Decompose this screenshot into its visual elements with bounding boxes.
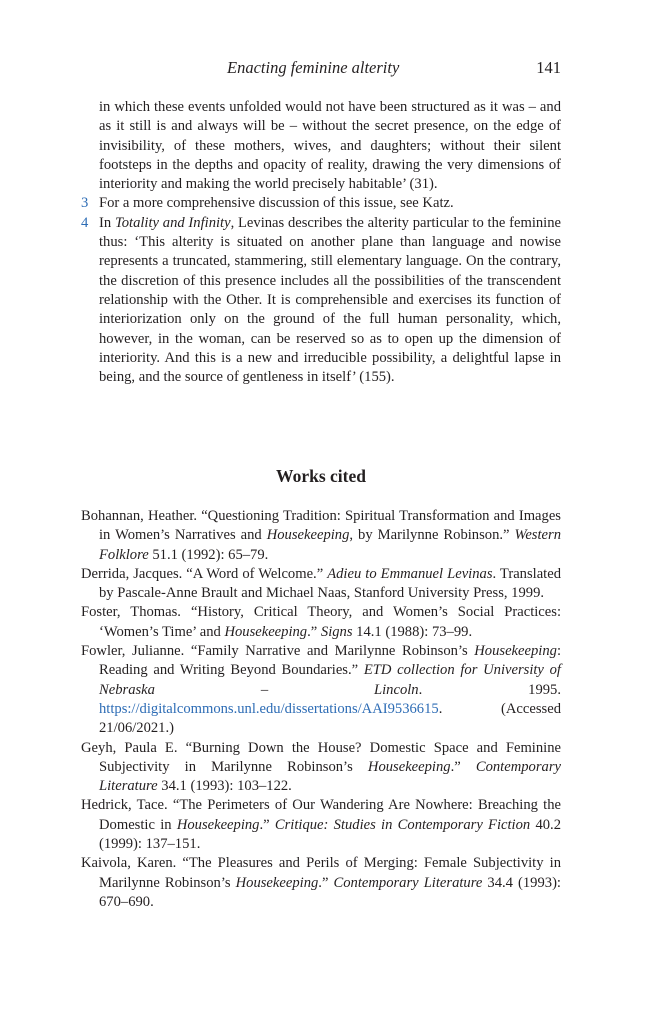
- italic-title: Adieu to Emmanuel Levinas: [327, 565, 493, 582]
- italic-title: Contemporary Literature: [99, 758, 561, 795]
- text-segment: In: [99, 214, 115, 231]
- reference-entry: [81, 603, 561, 642]
- italic-title: Housekeeping: [235, 874, 319, 891]
- text-segment: .”: [450, 758, 476, 775]
- text-segment: . (Accessed 21/06/2021.): [99, 700, 561, 737]
- endnote: [81, 194, 561, 213]
- text-segment: Geyh, Paula E. “Burning Down the House? Domestic Space and Feminine Subjectivity in Marilynne Robinson’s: [81, 739, 561, 775]
- running-header: [81, 56, 561, 80]
- text-segment: in which these events unfolded would not have been structured as it was – and as it still is and always will be – without the secret presence, on the edge of invisibility, of these mothers, wives, and daughters; without their silent footsteps in the depths and opacity of reality, drawing the very dimensions of interiority and making the world precisely habitable’ (31).: [99, 99, 561, 193]
- italic-title: Housekeeping: [176, 816, 260, 833]
- italic-title: Housekeeping: [474, 643, 557, 660]
- text-segment: Foster, Thomas. “History, Critical Theory, and Women’s Social Practices: ‘Women’s Time’ and: [81, 604, 561, 640]
- running-title: Enacting feminine alterity: [227, 58, 400, 77]
- reference-entry: [81, 739, 561, 797]
- text-segment: .”: [307, 623, 321, 640]
- reference-entry: [81, 565, 561, 604]
- italic-title: ETD collection for University of Nebraska – Lincoln: [99, 662, 561, 698]
- text-segment: Kaivola, Karen. “The Pleasures and Perils of Merging: Female Subjectivity in Marilynne Robinson’s: [81, 855, 561, 891]
- text-segment: Bohannan, Heather. “Questioning Tradition: Spiritual Transformation and Images in Women’s Narratives and: [81, 508, 561, 544]
- reference-entry: [81, 796, 561, 854]
- text-segment: . Translated by Pascale-Anne Brault and Michael Naas, Stanford University Press, 1999.: [99, 565, 562, 602]
- text-segment: 34.1 (1993): 103–122.: [157, 778, 292, 795]
- italic-title: Signs: [320, 623, 353, 640]
- italic-title: Totality and Infinity: [114, 214, 231, 231]
- works-cited-list: [81, 507, 561, 912]
- endnote: [81, 98, 561, 194]
- text-segment: 40.2 (1999): 137–151.: [99, 816, 561, 853]
- text-segment: For a more comprehensive discussion of this issue, see Katz.: [99, 195, 454, 212]
- reference-entry: [81, 507, 561, 565]
- text-segment: 51.1 (1992): 65–79.: [148, 546, 269, 563]
- italic-title: Housekeeping: [266, 527, 350, 544]
- reference-entry: [81, 642, 561, 738]
- text-segment: , by Marilynne Robinson.”: [349, 527, 515, 544]
- text-segment: 34.4 (1993): 670–690.: [99, 874, 561, 910]
- text-segment: , Levinas describes the alterity particular to the feminine thus: ‘This alterity is situated on another plane than language and nowise represents a truncated, stammering, still elementary language. On the contrary, the discretion of this presence includes all the possibilities of the transcendent relationship with the Other. It is comprehensible and exercises its function of interiorization only on the ground of the full human personality, which, however, in the woman, can be reserved so as to open up the dimension of interiority. And this is a new and irreducible possibility, a delightful lapse in being, and the source of gentleness in itself’ (155).: [99, 214, 562, 386]
- page-number: 141: [536, 58, 561, 77]
- text-segment: . 1995.: [418, 681, 561, 698]
- text-segment: .”: [318, 874, 334, 891]
- italic-title: Western Folklore: [99, 527, 561, 563]
- endnote: [81, 214, 561, 388]
- text-segment: .”: [259, 816, 275, 833]
- italic-title: Housekeeping: [224, 623, 308, 640]
- endnotes: [81, 98, 561, 387]
- works-cited-heading: Works cited: [276, 466, 366, 486]
- italic-title: Contemporary Literature: [333, 874, 483, 891]
- endnote-number-link[interactable]: 4: [81, 214, 89, 231]
- text-segment: : Reading and Writing Beyond Boundaries.”: [99, 643, 561, 679]
- reference-entry: [81, 854, 561, 912]
- text-segment: Fowler, Julianne. “Family Narrative and Marilynne Robinson’s: [81, 643, 475, 660]
- text-segment: Derrida, Jacques. “A Word of Welcome.”: [81, 565, 328, 582]
- reference-url-link[interactable]: https://digitalcommons.unl.edu/dissertations/AAI9536615: [99, 700, 439, 717]
- italic-title: Housekeeping: [367, 758, 451, 775]
- endnote-number-link[interactable]: 3: [81, 195, 89, 212]
- text-segment: 14.1 (1988): 73–99.: [352, 623, 473, 640]
- text-segment: Hedrick, Tace. “The Perimeters of Our Wandering Are Nowhere: Breaching the Domestic in: [81, 797, 561, 833]
- italic-title: Critique: Studies in Contemporary Fiction: [274, 816, 531, 833]
